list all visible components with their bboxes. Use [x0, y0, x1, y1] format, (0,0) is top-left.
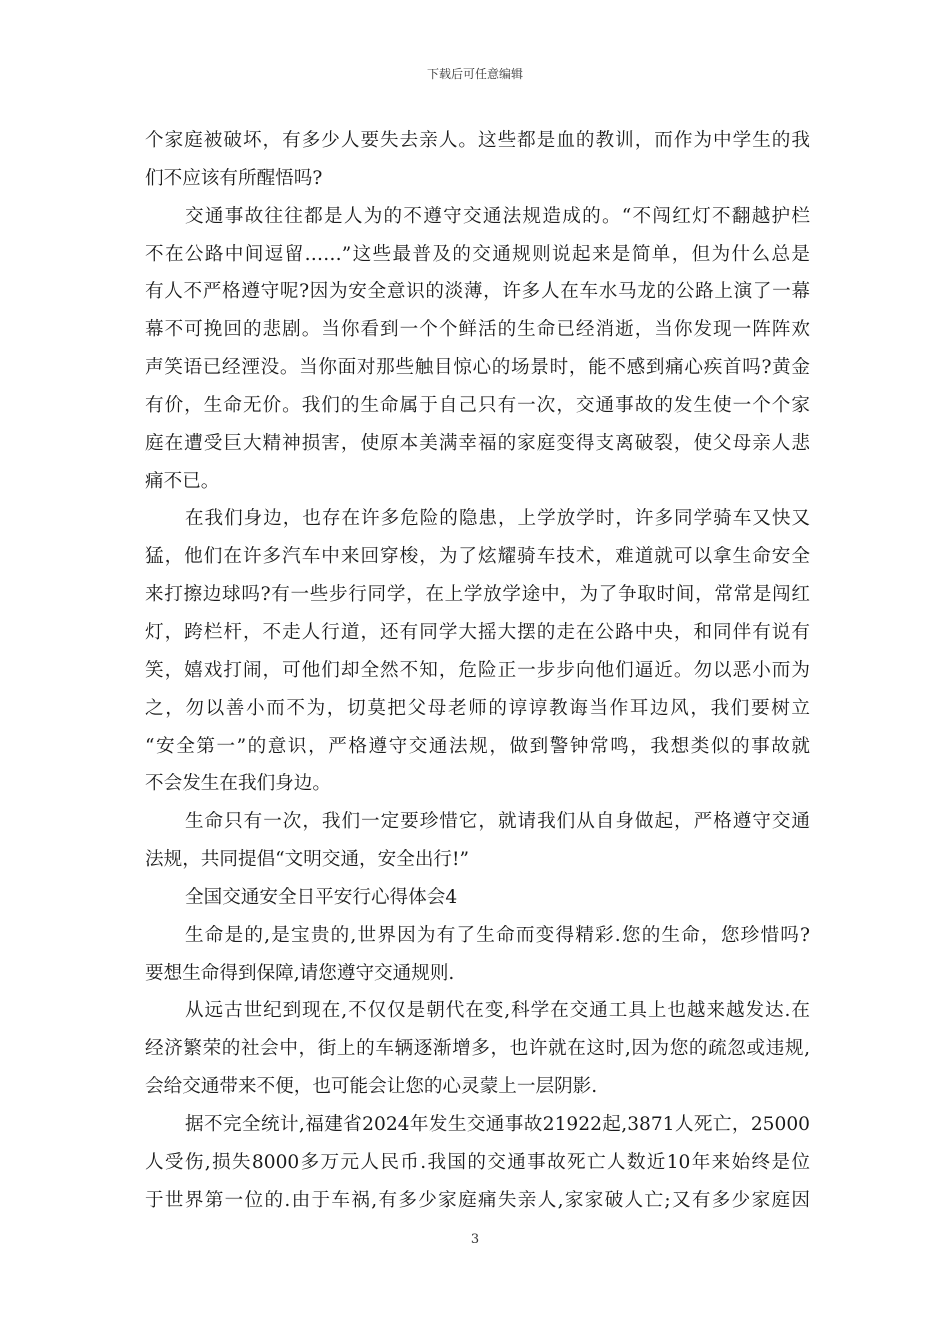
text-line: 据不完全统计,福建省2024年发生交通事故21922起,3871人死亡，25000 [185, 1113, 810, 1135]
text-line: 庭在遭受巨大精神损害，使原本美满幸福的家庭变得支离破裂，使父母亲人悲 [145, 432, 810, 454]
text-line: 经济繁荣的社会中，街上的车辆逐渐增多，也许就在这时,因为您的疏忽或违规, [145, 1038, 810, 1060]
text-line: 个家庭被破坏，有多少人要失去亲人。这些都是血的教训，而作为中学生的我 [145, 130, 810, 151]
text-line: 幕不可挽回的悲剧。当你看到一个个鲜活的生命已经消逝，当你发现一阵阵欢 [145, 319, 810, 341]
text-line: 有价，生命无价。我们的生命属于自己只有一次，交通事故的发生使一个个家 [145, 394, 810, 416]
text-line: 灯，跨栏杆，不走人行道，还有同学大摇大摆的走在公路中央，和同伴有说有 [145, 621, 810, 643]
text-line: 们不应该有所醒悟吗? [145, 167, 323, 189]
text-line: 笑，嬉戏打闹，可他们却全然不知，危险正一步步向他们逼近。勿以恶小而为 [145, 659, 810, 681]
text-line: 于世界第一位的.由于车祸,有多少家庭痛失亲人,家家破人亡;又有多少家庭因 [145, 1189, 810, 1211]
text-line: 来打擦边球吗?有一些步行同学，在上学放学途中，为了争取时间，常常是闯红 [145, 584, 810, 606]
text-line: 不会发生在我们身边。 [145, 773, 331, 795]
text-line: 从远古世纪到现在,不仅仅是朝代在变,科学在交通工具上也越来越发达.在 [185, 1000, 810, 1022]
text-line: 会给交通带来不便，也可能会让您的心灵蒙上一层阴影. [145, 1076, 598, 1098]
text-line: 交通事故往往都是人为的不遵守交通法规造成的。“不闯红灯不翻越护栏 [185, 205, 810, 227]
text-line: 要想生命得到保障,请您遵守交通规则. [145, 962, 455, 984]
text-line: 猛，他们在许多汽车中来回穿梭，为了炫耀骑车技术，难道就可以拿生命安全 [145, 546, 810, 568]
page-number: 3 [470, 1232, 480, 1247]
text-line: 生命是的,是宝贵的,世界因为有了生命而变得精彩.您的生命，您珍惜吗? [185, 924, 810, 946]
text-line: 不在公路中间逗留……”这些最普及的交通规则说起来是简单，但为什么总是 [145, 243, 810, 265]
text-line: 之，勿以善小而不为，切莫把父母老师的谆谆教诲当作耳边风，我们要树立 [145, 697, 810, 719]
text-line: “安全第一”的意识，严格遵守交通法规，做到警钟常鸣，我想类似的事故就 [145, 735, 810, 757]
text-line: 痛不已。 [145, 470, 220, 492]
page-header: 下载后可任意编辑 [426, 67, 523, 81]
text-line: 有人不严格遵守呢?因为安全意识的淡薄，许多人在车水马龙的公路上演了一幕 [145, 281, 810, 303]
document-body [145, 122, 810, 1219]
text-line: 声笑语已经湮没。当你面对那些触目惊心的场景时，能不感到痛心疾首吗?黄金 [145, 357, 810, 379]
text-line: 在我们身边，也存在许多危险的隐患，上学放学时，许多同学骑车又快又 [185, 508, 810, 530]
text-line: 生命只有一次，我们一定要珍惜它，就请我们从自身做起，严格遵守交通 [185, 811, 810, 833]
text-line: 法规，共同提倡“文明交通，安全出行!” [145, 849, 469, 871]
text-line: 全国交通安全日平安行心得体会4 [185, 886, 458, 908]
text-line: 人受伤,损失8000多万元人民币.我国的交通事故死亡人数近10年来始终是位 [145, 1151, 810, 1173]
